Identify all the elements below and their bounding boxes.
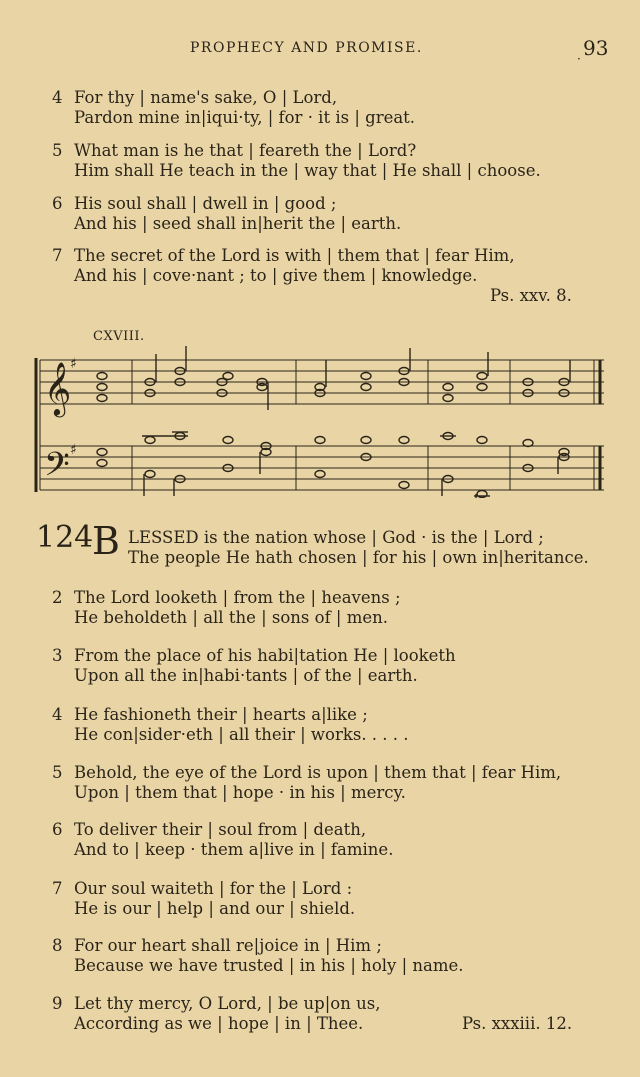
bass-notes <box>97 432 569 498</box>
verse-line: Let thy mercy, O Lord, | be up|on us, <box>74 994 381 1013</box>
verse-line: Upon all the in|habi·tants | of the | earth. <box>74 666 418 685</box>
drop-cap: B <box>92 519 120 563</box>
verse-line: Pardon mine in|iqui·ty, | for · it is | great. <box>74 108 416 127</box>
verse-line: He fashioneth their | hearts a|like ; <box>74 705 368 724</box>
verse-line: Our soul waiteth | for the | Lord : <box>74 879 353 898</box>
verse-line: He beholdeth | all the | sons of | men. <box>74 608 389 627</box>
bass-clef-icon: 𝄢 <box>44 446 70 492</box>
verse-line: Behold, the eye of the Lord is upon | them that | fear Him, <box>74 763 562 782</box>
verse-number: 9 <box>52 994 63 1013</box>
verse-line: And his | cove·nant ; to | give them | knowledge. <box>74 266 478 285</box>
verse-line: He con|sider·eth | all their | works. . . . . <box>74 725 409 744</box>
verse-line: According as we | hope | in | Thee. <box>74 1014 364 1033</box>
verse-line: Upon | them that | hope · in his | mercy. <box>74 783 406 802</box>
verse-number: 7 <box>52 246 63 265</box>
page-header <box>0 36 640 66</box>
verse-number: 7 <box>52 879 63 898</box>
treble-staff <box>40 360 604 404</box>
verse-number: 4 <box>52 88 63 107</box>
verse-line: Him shall He teach in the | way that | He shall | choose. <box>74 161 541 180</box>
hymn-citation: Ps. xxxiii. 12. <box>462 1014 573 1033</box>
verse-number: 5 <box>52 141 63 160</box>
verse-line: And his | seed shall in|herit the | earth. <box>74 214 402 233</box>
verse-line: And to | keep · them a|live in | famine. <box>74 840 394 859</box>
verse-line: LESSED is the nation whose | God · is the | Lord ; <box>128 528 544 547</box>
verse-line: From the place of his habi|tation He | looketh <box>74 646 456 665</box>
verse-line: The people He hath chosen | for his | own in|heritance. <box>128 548 589 567</box>
bass-staff <box>40 446 604 490</box>
svg-text:♯: ♯ <box>70 356 77 372</box>
verse-line: His soul shall | dwell in | good ; <box>74 194 337 213</box>
verse-number: 8 <box>52 936 63 955</box>
verse-number: 6 <box>52 194 63 213</box>
verse-line: What man is he that | feareth the | Lord? <box>74 141 417 160</box>
verse-number: 6 <box>52 820 63 839</box>
running-title: PROPHECY AND PROMISE. <box>190 40 423 56</box>
page-number: 93 <box>583 36 609 60</box>
hymn-number: 124 <box>36 520 94 555</box>
verse-line: Because we have trusted | in his | holy | name. <box>74 956 464 975</box>
verse-line: For thy | name's sake, O | Lord, <box>74 88 338 107</box>
svg-text:♯: ♯ <box>70 442 77 458</box>
verse-line: He is our | help | and our | shield. <box>74 899 356 918</box>
corner-mark: · <box>577 52 581 66</box>
verse-number: 5 <box>52 763 63 782</box>
verse-number: 4 <box>52 705 63 724</box>
verse-line: To deliver their | soul from | death, <box>74 820 367 839</box>
treble-notes <box>97 346 570 410</box>
verse-line: The secret of the Lord is with | them that | fear Him, <box>74 246 515 265</box>
verse-number: 2 <box>52 588 63 607</box>
verse-line: The Lord looketh | from the | heavens ; <box>74 588 401 607</box>
treble-clef-icon: 𝄞 <box>44 361 72 415</box>
music-score <box>32 346 612 498</box>
tune-label: CXVIII. <box>93 329 145 344</box>
verse-number: 3 <box>52 646 63 665</box>
verse-line: For our heart shall re|joice in | Him ; <box>74 936 382 955</box>
psalm-a-citation: Ps. xxv. 8. <box>490 286 572 305</box>
